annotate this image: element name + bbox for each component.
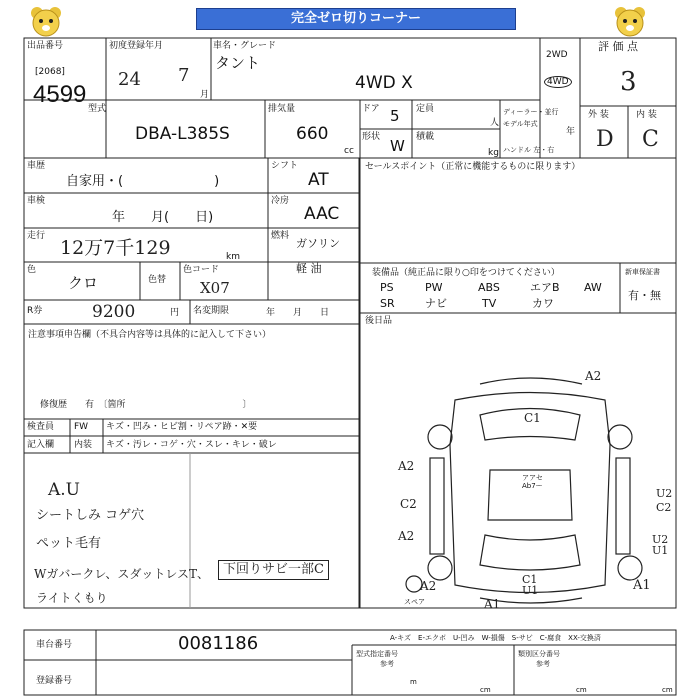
body-shape: W: [390, 137, 405, 155]
shift-type: AT: [308, 170, 329, 190]
cc-unit: cc: [344, 146, 354, 156]
notes-label: 注意事項申告欄（不具合内容等は具体的に記入して下さい）: [28, 330, 272, 340]
mark-a2-top: A2: [585, 369, 602, 383]
equip-abs: ABS: [478, 281, 500, 294]
equip-pw: PW: [425, 281, 443, 294]
unit-cm-1: cm: [480, 686, 491, 694]
seat-unit: 人: [490, 118, 500, 128]
class-label: 類別区分番号: [518, 650, 560, 658]
registration-year: 24: [118, 69, 141, 90]
type-spec-label: 型式指定番号: [356, 650, 398, 658]
mark-c1-top: C1: [524, 411, 541, 425]
handle-label: ハンドル 左・右: [503, 146, 555, 154]
registration-number-label: 登録番号: [36, 676, 73, 686]
door-count: 5: [390, 107, 400, 125]
car-grade: 4WD X: [355, 73, 413, 93]
equip-sr: SR: [380, 297, 395, 310]
mark-u1-right: U2 U1: [652, 533, 669, 557]
mark-center: アアセ Ab7ー: [522, 474, 543, 490]
exterior-grade: D: [596, 127, 614, 152]
unit-cm-3: cm: [662, 686, 673, 694]
repair-history: 修復歴 有 〔箇所 〕: [40, 400, 252, 410]
inspection-label: 車検: [27, 196, 46, 206]
vehicle-history: 自家用・( ): [66, 174, 220, 189]
chassis-number: 0081186: [178, 633, 259, 654]
mark-c1-bottom: C1 U1: [522, 573, 539, 597]
history-label: 車歴: [27, 161, 46, 171]
color-code-label: 色コード: [183, 265, 220, 275]
ac-label: 冷房: [271, 196, 290, 206]
shift-label: シフト: [271, 161, 299, 171]
load-label: 積載: [416, 132, 435, 142]
page-title: 完全ゼロ切りコーナー: [196, 8, 516, 30]
fuel-label: 燃料: [271, 231, 290, 241]
model-code-label: 型式: [88, 104, 107, 114]
lot-number-label: 出品番号: [27, 41, 64, 51]
mark-a2-bottom-left: A2: [420, 579, 437, 593]
later-items-label: 後日品: [365, 316, 393, 326]
equip-aw: AW: [584, 281, 602, 294]
color-code: X07: [200, 279, 230, 297]
reference-label-2: 参考: [536, 660, 550, 668]
equip-leather: カワ: [532, 297, 554, 310]
km-unit: km: [226, 252, 240, 262]
registration-month: 7: [178, 65, 190, 86]
name-change-label: 名変期限: [193, 306, 230, 316]
exterior-label: 外 装: [588, 110, 609, 120]
yen-unit: 円: [170, 308, 180, 318]
lot-number: 4599: [33, 81, 87, 108]
displacement: 660: [296, 124, 329, 144]
sales-point-label: セールスポイント（正常に機能するものに限ります）: [365, 162, 581, 172]
fuel-light-oil: 軽 油: [296, 262, 322, 275]
mark-a1-bottom-right: A1: [633, 578, 651, 593]
body-color: クロ: [68, 274, 99, 292]
evaluation-score: 3: [620, 67, 637, 97]
equip-ps: PS: [380, 281, 394, 294]
interior-label: 内 装: [636, 110, 657, 120]
equip-tv: TV: [482, 297, 497, 310]
displacement-label: 排気量: [268, 104, 296, 114]
color-label: 色: [27, 265, 37, 275]
equip-airbag: エアB: [530, 281, 560, 294]
note-line-3: ペット毛有: [36, 536, 102, 551]
year-word: 年: [566, 127, 576, 137]
door-label: ドア: [362, 104, 380, 114]
interior-items: キズ・汚レ・コゲ・穴・スレ・キレ・破レ: [106, 440, 277, 450]
car-name: タント: [215, 54, 261, 72]
record-label: 記入欄: [27, 440, 55, 450]
mileage-label: 走行: [27, 231, 46, 241]
dealer-label: ディーラー・並行: [503, 108, 559, 116]
fuel-gasoline: ガソリン: [296, 237, 340, 250]
inspector-label: 検査員: [27, 422, 55, 432]
inspection-date: 年 月( 日): [112, 210, 214, 225]
name-change-date: 年 月 日: [266, 308, 330, 318]
r-ticket-label: R券: [27, 306, 43, 316]
evaluation-label: 評 価 点: [598, 40, 638, 53]
note-line-5: ライトくもり: [36, 591, 108, 605]
lot-sub-code: [2068]: [35, 67, 65, 77]
mark-a1-bottom: A1: [484, 597, 501, 611]
model-code: DBA-L385S: [135, 124, 230, 144]
r-ticket-value: 9200: [92, 302, 136, 322]
fw-items: キズ・凹み・ヒビ割・リペア跡・✕要: [106, 422, 258, 432]
chassis-label: 車台番号: [36, 640, 73, 650]
equipment-label: 装備品（純正品に限り○印をつけてください）: [372, 268, 560, 278]
mark-a2-left2: A2: [398, 529, 415, 543]
kg-unit: kg: [488, 148, 499, 158]
color-change-label: 色替: [148, 275, 167, 285]
mark-c2-right: C2: [656, 501, 672, 514]
drive-4wd: 4WD: [544, 76, 572, 88]
note-line-2: シートしみ コゲ穴: [36, 508, 145, 523]
capacity-label: 定員: [416, 104, 435, 114]
shape-label: 形状: [362, 132, 381, 142]
equip-navi: ナビ: [425, 297, 447, 310]
mileage: 12万7千129: [60, 237, 171, 259]
underbody-note: 下回りサビ一部C: [218, 560, 329, 580]
spare-tire-label: スペア: [404, 598, 425, 606]
mark-a2-left1: A2: [398, 459, 415, 473]
ac-type: AAC: [304, 204, 340, 224]
fw-label: FW: [74, 422, 89, 432]
car-name-label: 車名・グレード: [213, 41, 277, 51]
interior-row-label: 内装: [74, 440, 93, 450]
mark-c2-left: C2: [400, 497, 417, 511]
warranty-value: 有・無: [628, 289, 661, 302]
unit-m: m: [410, 678, 417, 686]
model-year-label: モデル年式: [503, 120, 538, 128]
warranty-label: 新車保証書: [625, 268, 660, 276]
first-registration-label: 初度登録年月: [109, 41, 164, 51]
damage-legend: A-キズ E-エクボ U-凹み W-損傷 S-サビ C-腐食 XX-交換済: [390, 634, 601, 642]
month-suffix: 月: [200, 90, 210, 100]
note-line-4: Wガバークレ、スダットレスT、: [34, 567, 210, 581]
mark-u2-right: U2: [656, 487, 673, 500]
note-line-1: A.U: [48, 480, 81, 500]
reference-label-1: 参考: [380, 660, 394, 668]
drive-2wd: 2WD: [546, 50, 568, 60]
unit-cm-2: cm: [576, 686, 587, 694]
interior-grade: C: [642, 127, 659, 152]
